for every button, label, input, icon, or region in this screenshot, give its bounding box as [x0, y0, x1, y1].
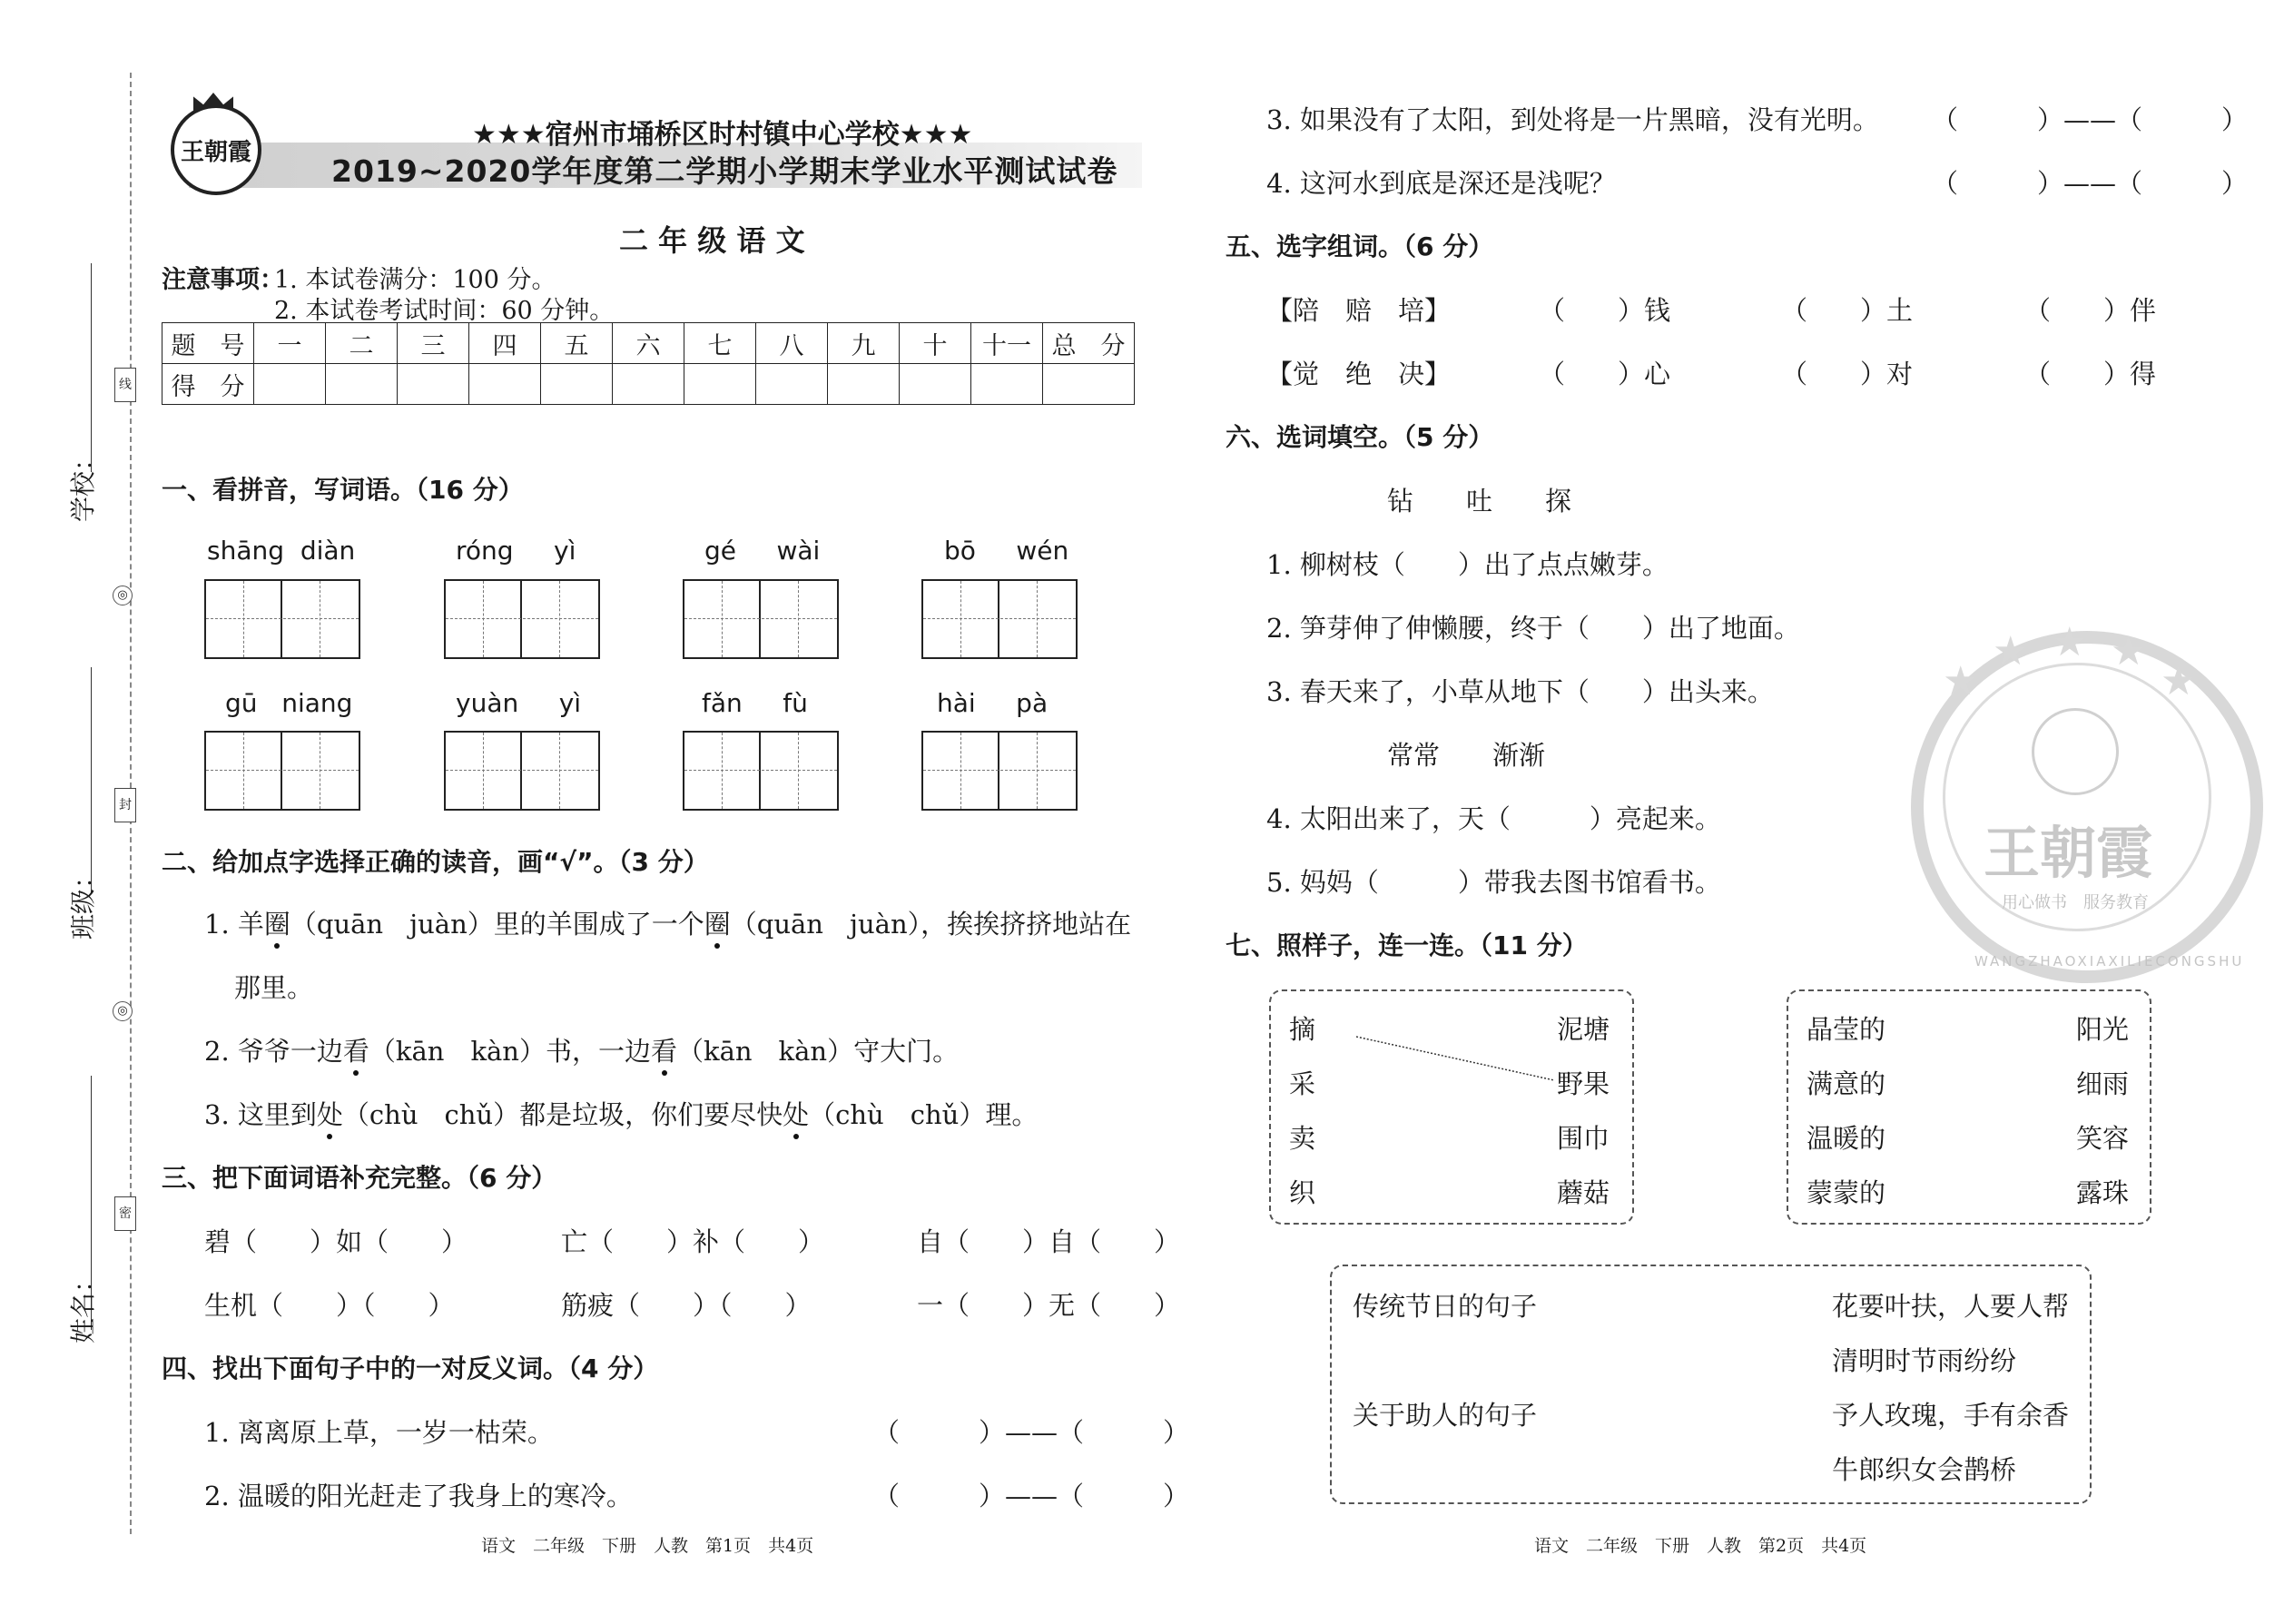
score-input-cell[interactable] [1043, 364, 1135, 405]
antonym-q1: 1. 离离原上草，一岁一枯荣。 [204, 1417, 554, 1448]
word-fill[interactable]: （ ）钱 [1539, 295, 1671, 326]
pinyin-5: gū niang [225, 688, 353, 718]
q-text[interactable]: （quān juàn）里的羊围成了一个 [290, 909, 704, 940]
watermark-star-icon: ★ [2052, 619, 2088, 665]
score-input-cell[interactable] [756, 364, 828, 405]
idiom-fill-4[interactable]: 生机（ ）（ ） [204, 1290, 455, 1321]
school-fill-line [91, 263, 92, 472]
class-fill-line [91, 667, 92, 894]
score-input-cell[interactable] [613, 364, 684, 405]
word-bank-1: 钻 吐 探 [1387, 486, 1572, 517]
idiom-fill-6[interactable]: 一（ ）无（ ） [917, 1290, 1181, 1321]
watermark-slogan: 用心做书 服务教育 [2002, 893, 2149, 912]
watermark-portrait-icon [2032, 708, 2119, 795]
section-3-title: 三、把下面词语补充完整。（6 分） [162, 1163, 557, 1193]
score-input-cell[interactable] [326, 364, 398, 405]
match-sentence[interactable]: 清明时节雨纷纷 [1832, 1345, 2017, 1376]
pinyin-2: róng yì [456, 536, 576, 566]
binding-mark-feng: 封 [114, 788, 136, 822]
example-connect-line [1353, 1026, 1561, 1089]
score-cell-header: 一 [254, 323, 326, 364]
notes-line-2: 2. 本试卷考试时间：60 分钟。 [274, 297, 615, 325]
match-sentence[interactable]: 予人玫瑰，手有余香 [1832, 1400, 2070, 1431]
match-noun[interactable]: 野果 [1557, 1068, 1610, 1099]
score-input-cell[interactable] [254, 364, 326, 405]
writing-grid[interactable] [444, 731, 600, 811]
watermark-star-icon: ★ [1993, 628, 2029, 674]
exam-title: 2019~2020学年度第二学期小学期末学业水平测试试卷 [331, 153, 1118, 189]
idiom-fill-1[interactable]: 碧（ ）如（ ） [204, 1226, 468, 1257]
dotted-char: 圈 [264, 904, 290, 941]
match-sentence[interactable]: 牛郎织女会鹊桥 [1832, 1454, 2017, 1485]
school-name: ★★★宿州市埇桥区时村镇中心学校★★★ [472, 119, 973, 151]
dotted-char: 看 [651, 1031, 677, 1068]
match-verb[interactable]: 采 [1289, 1068, 1316, 1099]
sec2-question-3 [204, 1095, 1038, 1132]
idiom-fill-3[interactable]: 自（ ）自（ ） [917, 1226, 1181, 1257]
fill-q1[interactable]: 1. 柳树枝（ ）出了点点嫩芽。 [1266, 549, 1669, 580]
word-fill[interactable]: （ ）得 [2024, 359, 2157, 389]
section-2-title: 二、给加点字选择正确的读音，画“√”。（3 分） [162, 847, 709, 877]
match-noun[interactable]: 围巾 [1557, 1123, 1610, 1154]
q-text: 1. 羊 [204, 909, 264, 940]
notes-line-1: 1. 本试卷满分：100 分。 [274, 266, 556, 294]
score-input-cell[interactable] [900, 364, 971, 405]
watermark-name: 王朝霞 [1984, 820, 2153, 886]
match-noun[interactable]: 蘑菇 [1557, 1177, 1610, 1208]
binding-mark-mi: 密 [114, 1196, 136, 1231]
score-input-cell[interactable] [398, 364, 469, 405]
watermark-star-icon: ★ [2161, 658, 2197, 704]
writing-grid[interactable] [683, 579, 839, 659]
section-7-title: 七、照样子，连一连。（11 分） [1226, 930, 1588, 960]
watermark-ring-text: WANGZHAOXIAXILIECONGSHU [1974, 953, 2245, 969]
word-fill[interactable]: （ ）土 [1781, 295, 1914, 326]
q-text[interactable]: （quān juàn），挨挨挤挤地站在 [730, 909, 1132, 940]
score-input-cell[interactable] [684, 364, 756, 405]
publisher-logo [171, 104, 261, 195]
match-noun[interactable]: 阳光 [2076, 1014, 2130, 1045]
score-cell-header: 八 [756, 323, 828, 364]
q-text[interactable]: （kān kàn）守大门。 [677, 1036, 960, 1067]
footer-page-2: 语文 二年级 下册 人教 第2页 共4页 [1534, 1536, 1867, 1556]
dotted-char: 看 [343, 1031, 369, 1068]
score-cell-total: 总 分 [1043, 323, 1135, 364]
logo-text: 王朝霞 [180, 138, 251, 166]
section-5-title: 五、选字组词。（6 分） [1226, 231, 1494, 261]
binding-hole-icon: ◎ [113, 1001, 133, 1021]
pinyin-6: yuàn yì [456, 688, 582, 718]
word-fill[interactable]: （ ）心 [1539, 359, 1671, 389]
class-label: 班级： [68, 862, 98, 940]
match-category[interactable]: 传统节日的句子 [1353, 1291, 1538, 1322]
match-noun[interactable]: 细雨 [2076, 1068, 2130, 1099]
match-category[interactable]: 关于助人的句子 [1353, 1400, 1538, 1431]
match-adjective[interactable]: 晶莹的 [1807, 1014, 1886, 1045]
score-cell-header: 十一 [971, 323, 1043, 364]
word-fill[interactable]: （ ）对 [1781, 359, 1914, 389]
match-adjective[interactable]: 蒙蒙的 [1807, 1177, 1886, 1208]
watermark-star-icon: ★ [2111, 628, 2147, 674]
idiom-fill-2[interactable]: 亡（ ）补（ ） [561, 1226, 825, 1257]
score-cell-header: 二 [326, 323, 398, 364]
pinyin-1: shāng diàn [207, 536, 356, 566]
char-group-2: 【觉 绝 决】 [1266, 359, 1452, 389]
dotted-char: 处 [317, 1095, 343, 1132]
antonym-q4: 4. 这河水到底是深还是浅呢？ [1266, 168, 1616, 199]
pinyin-8: hài pà [937, 688, 1049, 718]
match-verb[interactable]: 织 [1289, 1177, 1316, 1208]
section-6-title: 六、选词填空。（5 分） [1226, 422, 1494, 452]
q-text[interactable]: （chù chǔ）理。 [809, 1099, 1039, 1130]
writing-grid[interactable] [204, 579, 360, 659]
fill-q2[interactable]: 2. 笋芽伸了伸懒腰，终于（ ）出了地面。 [1266, 613, 1800, 644]
score-table [162, 322, 1135, 405]
match-sentence[interactable]: 花要叶扶，人要人帮 [1832, 1291, 2070, 1322]
score-cell-header: 五 [541, 323, 613, 364]
q-text: 2. 爷爷一边 [204, 1036, 343, 1067]
writing-grid[interactable] [444, 579, 600, 659]
score-cell-header: 十 [900, 323, 971, 364]
pinyin-3: gé wài [704, 536, 821, 566]
match-noun[interactable]: 露珠 [2076, 1177, 2130, 1208]
watermark-star-icon: ★ [1943, 658, 1979, 704]
dotted-char: 圈 [704, 904, 731, 941]
score-cell-header: 三 [398, 323, 469, 364]
writing-grid[interactable] [204, 731, 360, 811]
dotted-char: 处 [783, 1095, 809, 1132]
fill-q3[interactable]: 3. 春天来了，小草从地下（ ）出头来。 [1266, 676, 1774, 707]
score-cell-header: 九 [828, 323, 900, 364]
sec2-question-1 [204, 904, 1131, 941]
pinyin-7: fǎn fù [702, 688, 808, 718]
match-verb[interactable]: 卖 [1289, 1123, 1316, 1154]
footer-page-1: 语文 二年级 下册 人教 第1页 共4页 [481, 1536, 814, 1556]
match-verb[interactable]: 摘 [1289, 1014, 1316, 1045]
match-noun[interactable]: 笑容 [2076, 1123, 2130, 1154]
match-noun[interactable]: 泥塘 [1557, 1014, 1610, 1045]
score-cell-header: 七 [684, 323, 756, 364]
writing-grid[interactable] [683, 731, 839, 811]
antonym-blank-3[interactable]: （ ）——（ ） [1932, 104, 2249, 135]
school-label: 学校： [68, 445, 98, 522]
antonym-blank-2[interactable]: （ ）——（ ） [873, 1481, 1190, 1511]
antonym-q2: 2. 温暖的阳光赶走了我身上的寒冷。 [204, 1481, 633, 1511]
notes-label: 注意事项： [162, 266, 284, 294]
idiom-fill-5[interactable]: 筋疲（ ）（ ） [561, 1290, 812, 1321]
score-cell-header: 六 [613, 323, 684, 364]
sec2-question-2 [204, 1031, 959, 1068]
section-4-title: 四、找出下面句子中的一对反义词。（4 分） [162, 1353, 659, 1383]
fill-q5[interactable]: 5. 妈妈（ ）带我去图书馆看书。 [1266, 867, 1721, 898]
score-input-cell[interactable] [541, 364, 613, 405]
score-input-cell[interactable] [971, 364, 1043, 405]
match-adjective[interactable]: 满意的 [1807, 1068, 1886, 1099]
score-row-label: 得 分 [162, 364, 254, 405]
q-text[interactable]: （chù chǔ）都是垃圾，你们要尽快 [342, 1099, 783, 1130]
binding-hole-icon: ◎ [113, 586, 133, 605]
score-input-cell[interactable] [828, 364, 900, 405]
score-cell-label: 题 号 [162, 323, 254, 364]
char-group-1: 【陪 赔 培】 [1266, 295, 1452, 326]
score-table-header-row [162, 323, 1135, 364]
antonym-blank-1[interactable]: （ ）——（ ） [873, 1417, 1190, 1448]
sec2-question-1-cont: 那里。 [234, 972, 314, 1003]
score-cell-header: 四 [469, 323, 541, 364]
subject-title: 二 年 级 语 文 [619, 223, 805, 258]
score-table-score-row [162, 364, 1135, 405]
word-fill[interactable]: （ ）伴 [2024, 295, 2157, 326]
fill-q4[interactable]: 4. 太阳出来了，天（ ）亮起来。 [1266, 803, 1721, 834]
binding-mark-xian: 线 [114, 368, 136, 402]
q-text[interactable]: （kān kàn）书，一边 [369, 1036, 651, 1067]
q-text: 3. 这里到 [204, 1099, 317, 1130]
match-adjective[interactable]: 温暖的 [1807, 1123, 1886, 1154]
antonym-q3: 3. 如果没有了太阳，到处将是一片黑暗，没有光明。 [1266, 104, 1879, 135]
name-label: 姓名： [68, 1266, 98, 1343]
word-bank-2: 常常 渐渐 [1387, 740, 1546, 771]
antonym-blank-4[interactable]: （ ）——（ ） [1932, 168, 2249, 199]
score-input-cell[interactable] [469, 364, 541, 405]
writing-grid[interactable] [921, 579, 1078, 659]
pinyin-4: bō wén [944, 536, 1069, 566]
writing-grid[interactable] [921, 731, 1078, 811]
section-1-title: 一、看拼音，写词语。（16 分） [162, 475, 524, 505]
